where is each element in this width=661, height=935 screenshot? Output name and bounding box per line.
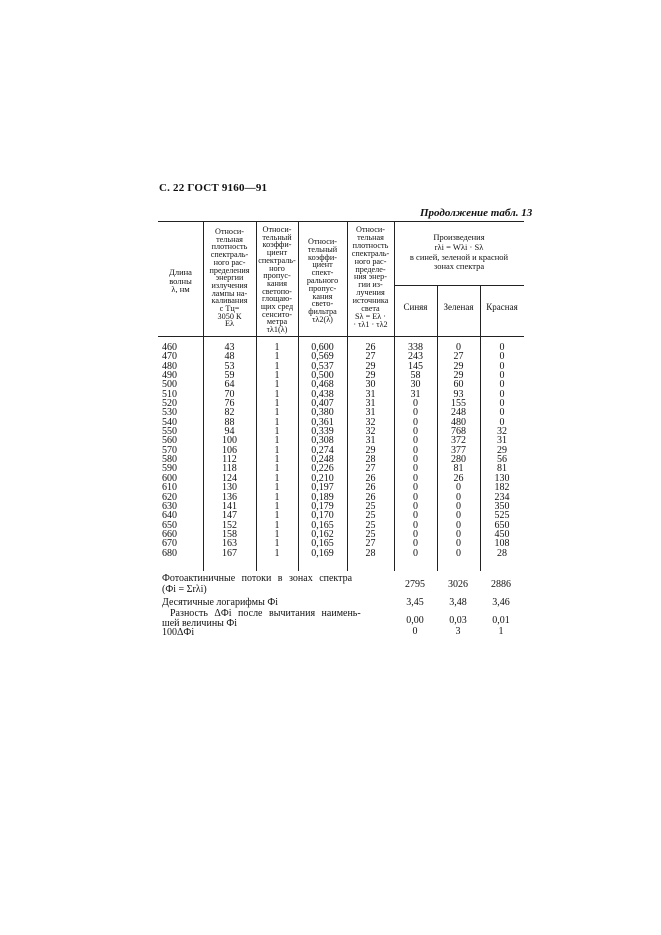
header-line: Относи-: [356, 225, 385, 234]
lamp-energy-cell: 70: [224, 388, 235, 400]
source-cell: 25: [365, 528, 376, 540]
absorbing-media-cell: 1: [274, 342, 280, 353]
lamp-energy-cell: 76: [224, 398, 235, 410]
table-top-rule: [158, 221, 524, 222]
red-cell: 182: [494, 482, 510, 494]
log-blue: 3,45: [406, 597, 424, 608]
header-line: тельный: [307, 244, 338, 254]
table-row: [158, 502, 524, 511]
source-cell: 26: [365, 491, 376, 503]
header-line: рального: [306, 275, 339, 285]
blue-cell: 30: [410, 379, 421, 391]
source-cell: 31: [365, 388, 376, 400]
blue-cell: 0: [413, 435, 418, 447]
log-label: Десятичные логарифмы Фi: [162, 597, 279, 608]
green-cell: 0: [456, 510, 461, 522]
absorbing-media-cell: 1: [274, 454, 280, 466]
header-line: в синей, зеленой и красной: [409, 251, 509, 262]
absorbing-media-cell: 1: [274, 500, 280, 512]
diff-label-line-1: Разность ΔФi после вычитания наимень-: [170, 608, 361, 619]
header-line: волны: [169, 275, 192, 286]
table-row: [158, 464, 524, 473]
table-row: [158, 455, 524, 464]
table-row: [158, 539, 524, 548]
table-row: [158, 352, 524, 361]
table-row: [158, 427, 524, 436]
wavelength-cell: 470: [162, 351, 177, 363]
header-line: пропус-: [308, 283, 337, 293]
blue-cell: 0: [413, 426, 418, 438]
filter-cell: 0,361: [311, 416, 334, 428]
header-line: циент: [266, 248, 288, 258]
green-cell: 768: [451, 426, 466, 438]
green-cell: 60: [453, 379, 464, 391]
blue-cell: 0: [413, 398, 418, 410]
table-row: [158, 511, 524, 520]
filter-cell: 0,169: [311, 547, 334, 559]
red-cell: 0: [499, 379, 505, 391]
green-cell: 0: [456, 491, 461, 503]
absorbing-media-cell: 1: [274, 472, 280, 484]
header-line: свето-: [311, 299, 334, 309]
source-cell: 29: [365, 444, 376, 456]
wavelength-cell: 610: [162, 482, 177, 494]
header-filter: [298, 238, 347, 324]
header-line: светопо-: [262, 286, 292, 296]
lamp-energy-cell: 82: [224, 407, 235, 419]
red-cell: 650: [494, 519, 510, 531]
absorbing-media-cell: 1: [274, 538, 280, 550]
lamp-energy-cell: 130: [222, 482, 237, 494]
lamp-energy-cell: 106: [222, 444, 237, 456]
header-line: ного рас-: [354, 256, 387, 266]
header-line: плотность: [211, 242, 248, 252]
header-red: Красная: [486, 302, 518, 312]
lamp-energy-cell: 64: [224, 379, 235, 391]
table-row: [158, 493, 524, 502]
red-cell: 130: [494, 472, 510, 484]
wavelength-cell: 580: [162, 454, 177, 466]
data-table: [158, 343, 524, 558]
wavelength-cell: 570: [162, 444, 177, 456]
absorbing-media-cell: 1: [274, 463, 280, 475]
header-line: плотность: [352, 240, 389, 250]
header-line: Относи-: [215, 227, 244, 236]
source-cell: 30: [365, 379, 376, 391]
header-line: источника: [352, 296, 389, 306]
blue-cell: 0: [413, 547, 418, 559]
red-cell: 108: [494, 538, 510, 550]
lamp-energy-cell: 112: [222, 454, 237, 466]
blue-cell: 0: [413, 528, 418, 540]
table-row: [158, 436, 524, 445]
red-cell: 0: [499, 360, 505, 372]
filter-cell: 0,274: [311, 444, 334, 456]
lamp-energy-cell: 43: [224, 342, 235, 353]
header-line: спектраль-: [351, 248, 390, 258]
filter-cell: 0,537: [311, 360, 334, 372]
lamp-energy-cell: 147: [222, 510, 237, 522]
hundred-green: 3: [455, 626, 461, 637]
wavelength-cell: 590: [162, 463, 177, 475]
green-cell: 0: [456, 519, 461, 531]
filter-cell: 0,380: [311, 407, 334, 419]
blue-cell: 0: [413, 500, 418, 512]
absorbing-media-cell: 1: [274, 435, 280, 447]
green-cell: 0: [456, 528, 461, 540]
red-cell: 525: [494, 510, 510, 522]
filter-cell: 0,197: [311, 482, 334, 494]
red-cell: 81: [497, 463, 507, 475]
table-row: [158, 343, 524, 352]
blue-cell: 0: [413, 407, 418, 419]
page-header: С. 22 ГОСТ 9160—91: [159, 182, 268, 194]
diff-red: 0,01: [492, 615, 510, 626]
source-cell: 31: [365, 407, 376, 419]
absorbing-media-cell: 1: [274, 528, 280, 540]
green-cell: 93: [453, 388, 464, 400]
green-cell: 155: [451, 398, 466, 410]
hundred-red: 1: [498, 626, 504, 637]
filter-cell: 0,500: [311, 370, 334, 382]
diff-blue: 0,00: [406, 615, 424, 626]
green-cell: 29: [453, 370, 464, 382]
table-row: [158, 408, 524, 417]
header-line: спектраль-: [258, 255, 296, 265]
header-line: света: [361, 304, 380, 314]
absorbing-media-cell: 1: [274, 547, 280, 559]
wavelength-cell: 680: [162, 547, 177, 559]
lamp-energy-cell: 163: [222, 538, 237, 550]
absorbing-media-cell: 1: [274, 416, 280, 428]
absorbing-media-cell: 1: [274, 398, 280, 410]
filter-cell: 0,226: [311, 463, 334, 475]
green-cell: 0: [456, 482, 461, 494]
header-line: Относи-: [308, 237, 337, 246]
header-line: · τλ1 · τλ2: [353, 319, 388, 329]
header-line: циент: [312, 260, 333, 270]
wavelength-cell: 520: [162, 398, 177, 410]
absorbing-media-cell: 1: [274, 510, 280, 522]
source-cell: 29: [365, 360, 376, 372]
lamp-energy-cell: 124: [222, 472, 237, 484]
wavelength-cell: 560: [162, 435, 177, 447]
green-cell: 0: [456, 342, 461, 353]
header-line: излучения: [211, 280, 248, 290]
wavelength-cell: 530: [162, 407, 177, 419]
source-cell: 25: [365, 510, 376, 522]
source-cell: 26: [365, 482, 376, 494]
table-row: [158, 418, 524, 427]
header-line: кания: [312, 291, 333, 301]
wavelength-cell: 480: [162, 360, 177, 372]
green-cell: 248: [451, 407, 466, 419]
source-cell: 31: [365, 398, 376, 410]
table-row: [158, 399, 524, 408]
absorbing-media-cell: 1: [274, 482, 280, 494]
header-line: коэффи-: [262, 240, 292, 250]
absorbing-media-cell: 1: [274, 491, 280, 503]
source-cell: 32: [365, 426, 376, 438]
red-cell: 0: [499, 407, 505, 419]
header-line: кания: [266, 278, 288, 288]
header-line: τλ2(λ): [312, 314, 333, 324]
header-line: лучения: [356, 288, 385, 298]
absorbing-media-cell: 1: [274, 351, 280, 363]
green-cell: 26: [453, 472, 464, 484]
green-cell: 280: [451, 454, 466, 466]
lamp-energy-cell: 152: [222, 519, 237, 531]
lamp-energy-cell: 167: [222, 547, 237, 559]
red-cell: 0: [499, 398, 505, 410]
flux-red: 2886: [491, 579, 511, 590]
filter-cell: 0,308: [311, 435, 334, 447]
header-wavelength: [158, 268, 203, 294]
lamp-energy-cell: 141: [222, 500, 237, 512]
red-cell: 234: [494, 491, 510, 503]
red-cell: 0: [499, 351, 505, 363]
absorbing-media-cell: 1: [274, 407, 280, 419]
filter-cell: 0,339: [311, 426, 334, 438]
header-line: Произведения: [433, 232, 485, 242]
table-row: [158, 380, 524, 389]
green-cell: 480: [451, 416, 466, 428]
filter-cell: 0,210: [311, 472, 334, 484]
header-line: τλ1(λ): [266, 325, 288, 335]
wavelength-cell: 510: [162, 388, 177, 400]
table-continuation-note: Продолжение табл. 13: [420, 207, 533, 219]
blue-cell: 0: [413, 491, 418, 503]
header-line: тельный: [262, 232, 292, 242]
filter-cell: 0,248: [311, 454, 334, 466]
header-line: глощаю-: [262, 294, 292, 304]
source-cell: 32: [365, 416, 376, 428]
red-cell: 450: [494, 528, 510, 540]
log-green: 3,48: [449, 597, 467, 608]
table-row: [158, 521, 524, 530]
header-line: Длина: [169, 267, 192, 277]
wavelength-cell: 640: [162, 510, 177, 522]
product-subheader-rule: [394, 285, 524, 286]
blue-cell: 0: [413, 416, 418, 428]
table-header-rule: [158, 336, 524, 337]
header-line: тельная: [216, 234, 243, 244]
header-line: Sλ = Eλ ·: [355, 311, 386, 321]
header-absorbing-media: [256, 226, 298, 334]
header-line: ного рас-: [213, 257, 246, 267]
source-cell: 27: [365, 463, 376, 475]
flux-blue: 2795: [405, 579, 425, 590]
wavelength-cell: 670: [162, 538, 177, 550]
table-row: [158, 474, 524, 483]
filter-cell: 0,189: [311, 491, 334, 503]
header-line: ния энер-: [354, 272, 387, 282]
header-blue: Синяя: [403, 302, 428, 312]
flux-label-line-1: Фотоактиничные потоки в зонах спектра: [162, 573, 353, 584]
source-cell: 27: [365, 351, 376, 363]
filter-cell: 0,170: [311, 510, 334, 522]
header-lamp-energy: [203, 228, 256, 328]
lamp-energy-cell: 88: [224, 416, 235, 428]
lamp-energy-cell: 59: [224, 370, 235, 382]
header-line: гии из-: [358, 280, 383, 290]
filter-cell: 0,600: [311, 342, 334, 353]
wavelength-cell: 460: [162, 342, 177, 353]
lamp-energy-cell: 136: [222, 491, 237, 503]
header-line: щих сред: [260, 302, 294, 312]
wavelength-cell: 650: [162, 519, 177, 531]
diff-green: 0,03: [449, 615, 467, 626]
table-row: [158, 549, 524, 558]
blue-cell: 243: [408, 351, 423, 363]
table-row: [158, 446, 524, 455]
header-line: λ, нм: [171, 284, 190, 294]
lamp-energy-cell: 100: [222, 435, 237, 447]
lamp-energy-cell: 48: [224, 351, 235, 363]
filter-cell: 0,162: [311, 528, 334, 540]
header-line: с Tц=: [219, 304, 240, 314]
red-cell: 31: [497, 435, 507, 447]
blue-cell: 31: [410, 388, 421, 400]
table-row: [158, 390, 524, 399]
header-line: пределения: [209, 265, 250, 275]
wavelength-cell: 630: [162, 500, 177, 512]
blue-cell: 338: [408, 342, 423, 353]
flux-green: 3026: [448, 579, 468, 590]
red-cell: 350: [494, 500, 510, 512]
diff-label-line-2: шей величины Фi: [162, 618, 238, 629]
wavelength-cell: 660: [162, 528, 177, 540]
absorbing-media-cell: 1: [274, 519, 280, 531]
table-row: [158, 483, 524, 492]
wavelength-cell: 500: [162, 379, 177, 391]
filter-cell: 0,407: [311, 398, 334, 410]
absorbing-media-cell: 1: [274, 360, 280, 372]
header-line: Относи-: [262, 225, 292, 234]
green-cell: 29: [453, 360, 464, 372]
green-cell: 0: [456, 547, 461, 559]
blue-cell: 0: [413, 519, 418, 531]
header-line: каливания: [211, 296, 248, 306]
filter-cell: 0,569: [311, 351, 334, 363]
flux-label-line-2: (Фi = Σrλi): [162, 584, 207, 595]
source-cell: 28: [365, 547, 376, 559]
red-cell: 56: [497, 454, 507, 466]
wavelength-cell: 620: [162, 491, 177, 503]
wavelength-cell: 490: [162, 370, 177, 382]
hundred-blue: 0: [412, 626, 418, 637]
absorbing-media-cell: 1: [274, 370, 280, 382]
red-cell: 0: [499, 342, 505, 353]
blue-cell: 58: [410, 370, 421, 382]
header-line: пределе-: [355, 264, 386, 274]
header-line: 3050 К: [217, 311, 242, 321]
filter-cell: 0,165: [311, 519, 334, 531]
source-cell: 25: [365, 519, 376, 531]
header-line: Eλ: [225, 319, 234, 329]
absorbing-media-cell: 1: [274, 379, 280, 391]
header-line: спект-: [311, 268, 334, 278]
filter-cell: 0,165: [311, 538, 334, 550]
header-line: метра: [266, 317, 288, 327]
table-row: [158, 530, 524, 539]
wavelength-cell: 550: [162, 426, 177, 438]
lamp-energy-cell: 53: [224, 360, 235, 372]
green-cell: 0: [456, 500, 461, 512]
header-line: энергии: [215, 273, 244, 283]
header-line: коэффи-: [308, 252, 337, 262]
red-cell: 0: [499, 416, 505, 428]
red-cell: 0: [499, 388, 505, 400]
data-table-body: [158, 343, 524, 558]
hundred-diff-label: 100ΔФi: [162, 627, 195, 638]
source-cell: 26: [365, 472, 376, 484]
green-cell: 377: [451, 444, 466, 456]
header-line: зонах спектра: [433, 261, 485, 272]
lamp-energy-cell: 158: [222, 528, 237, 540]
lamp-energy-cell: 94: [224, 426, 235, 438]
green-cell: 81: [453, 463, 464, 475]
header-source-distribution: [347, 226, 394, 329]
red-cell: 29: [497, 444, 507, 456]
blue-cell: 0: [413, 482, 418, 494]
header-line: тельная: [357, 232, 384, 242]
source-cell: 28: [365, 454, 376, 466]
red-cell: 32: [497, 426, 507, 438]
blue-cell: 0: [413, 538, 418, 550]
header-products-group: [394, 233, 524, 272]
blue-cell: 0: [413, 472, 418, 484]
header-line: фильтра: [308, 307, 337, 317]
green-cell: 27: [453, 351, 464, 363]
blue-cell: 0: [413, 463, 418, 475]
blue-cell: 145: [408, 360, 423, 372]
source-cell: 29: [365, 370, 376, 382]
header-green: Зеленая: [443, 302, 474, 312]
filter-cell: 0,468: [311, 379, 334, 391]
blue-cell: 0: [413, 444, 418, 456]
header-line: rλi = Wλi · Sλ: [434, 241, 484, 252]
filter-cell: 0,179: [311, 500, 334, 512]
lamp-energy-cell: 118: [222, 463, 237, 475]
blue-cell: 0: [413, 510, 418, 522]
absorbing-media-cell: 1: [274, 388, 280, 400]
header-line: пропус-: [263, 271, 291, 281]
header-line: лампы на-: [211, 288, 248, 298]
wavelength-cell: 540: [162, 416, 177, 428]
header-line: сенсито-: [261, 309, 293, 319]
header-line: спектраль-: [210, 250, 249, 260]
red-cell: 0: [499, 370, 505, 382]
table-row: [158, 362, 524, 371]
blue-cell: 0: [413, 454, 418, 466]
source-cell: 25: [365, 500, 376, 512]
absorbing-media-cell: 1: [274, 444, 280, 456]
green-cell: 372: [451, 435, 466, 447]
source-cell: 26: [365, 342, 376, 353]
source-cell: 31: [365, 435, 376, 447]
red-cell: 28: [497, 547, 507, 559]
table-row: [158, 371, 524, 380]
header-line: ного: [269, 263, 285, 273]
absorbing-media-cell: 1: [274, 426, 280, 438]
wavelength-cell: 600: [162, 472, 177, 484]
filter-cell: 0,438: [311, 388, 334, 400]
green-cell: 0: [456, 538, 461, 550]
source-cell: 27: [365, 538, 376, 550]
log-red: 3,46: [492, 597, 510, 608]
